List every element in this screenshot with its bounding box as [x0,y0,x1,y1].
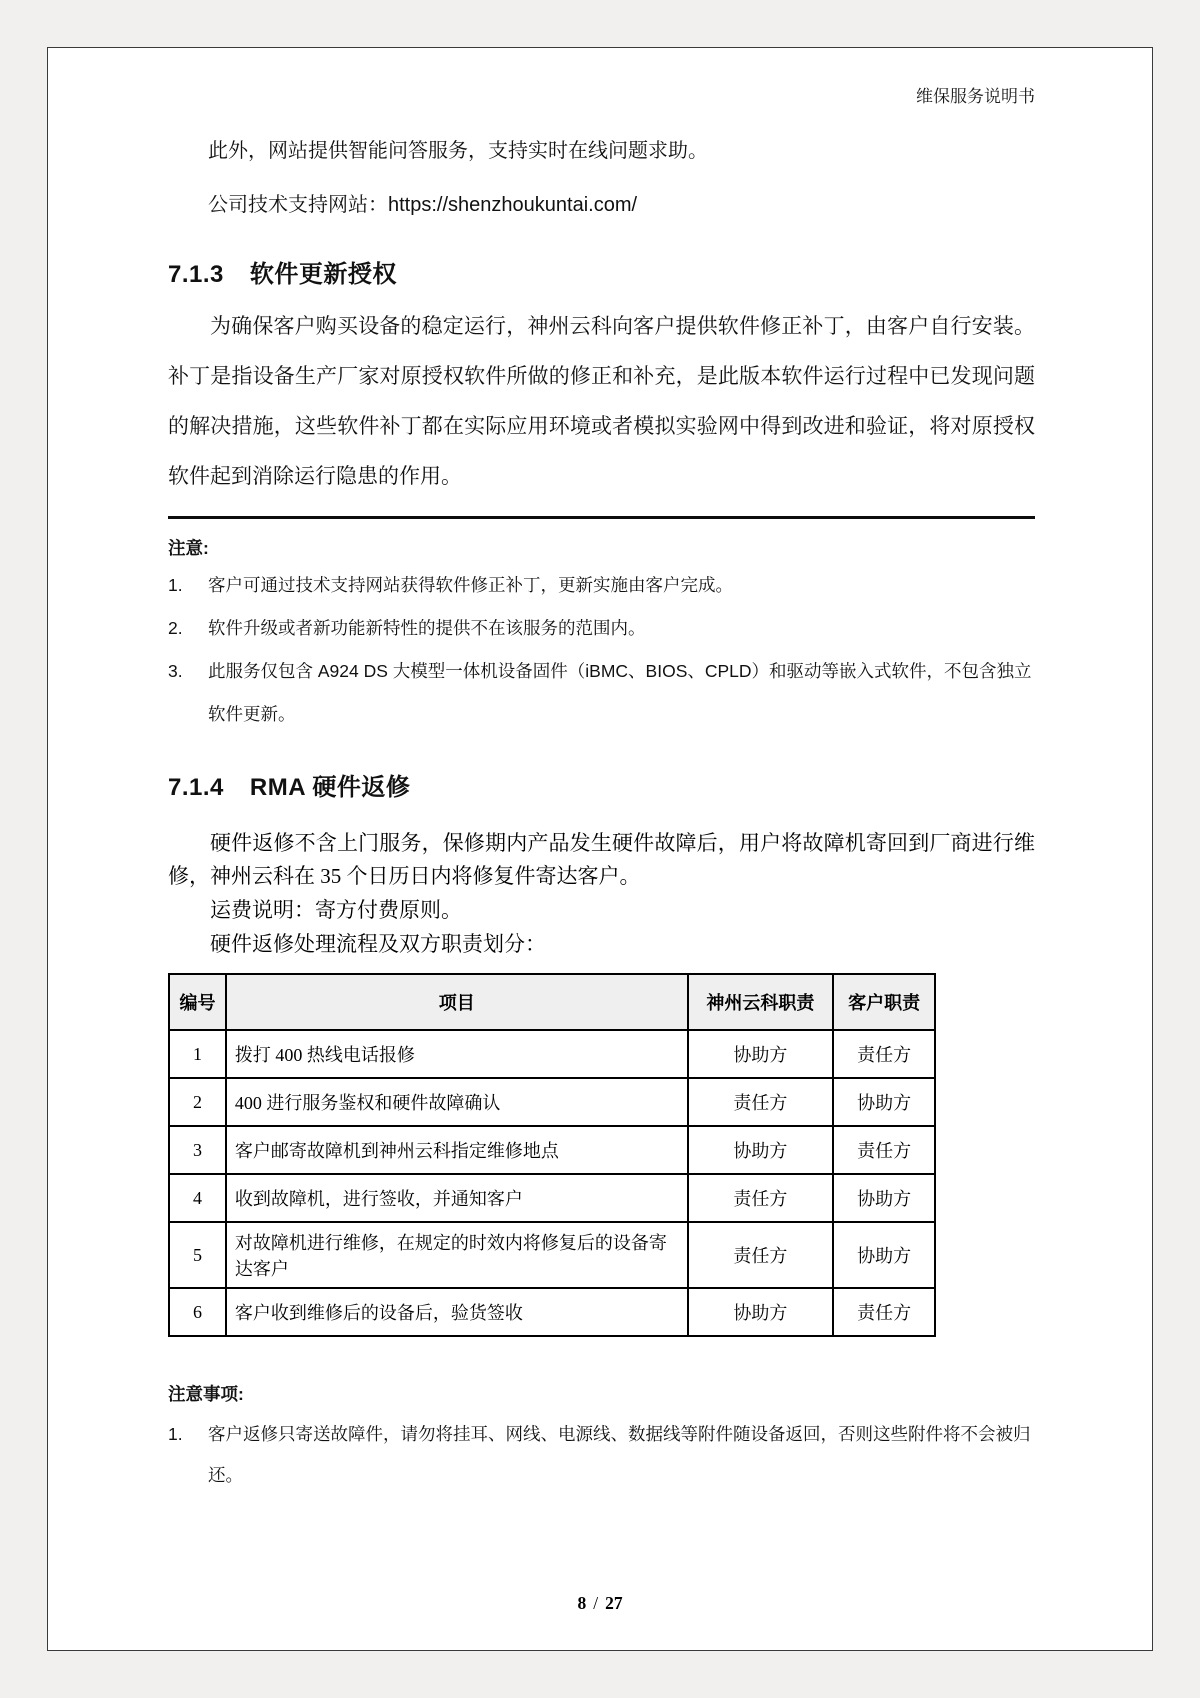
cell-item: 收到故障机，进行签收，并通知客户 [226,1174,688,1222]
section-heading-714 [168,772,1035,803]
rma-paragraph-2: 运费说明：寄方付费原则。 [210,897,462,922]
section-number: 7.1.3 [168,261,224,288]
table-row [169,1030,935,1078]
page-content [48,82,1152,1496]
table-row [169,1126,935,1174]
cell-id: 3 [169,1126,226,1174]
cell-item: 拨打 400 热线电话报修 [226,1030,688,1078]
section-713-body: 为确保客户购买设备的稳定运行，神州云科向客户提供软件修正补丁，由客户自行安装。补丁是指设备生产厂家对原授权软件所做的修正和补充，是此版本软件运行过程中已发现问题的解决措施，这些软件补丁都在实际应用环境或者模拟实验网中得到改进和验证，将对原授权软件起到消除运行隐患的作用。 [168,315,1035,489]
table-header-row [169,974,935,1030]
horizontal-rule [168,516,1035,519]
list-item-number: 1. [168,575,183,596]
doc-title: 维保服务说明书 [916,87,1035,106]
column-header-customer: 客户职责 [833,974,935,1030]
page-footer [48,1593,1152,1614]
table-row [169,1222,935,1288]
list-item-number: 3. [168,660,183,681]
cell-item: 客户收到维修后的设备后，验货签收 [226,1288,688,1336]
page-number: 8 [577,1593,587,1613]
cell-vendor-role: 协助方 [688,1288,834,1336]
column-header-id: 编号 [169,974,226,1030]
running-header [168,82,1035,107]
note-list [168,564,1035,736]
table-row [169,1288,935,1336]
cell-customer-role: 协助方 [833,1078,935,1126]
notice-label: 注意事项: [168,1384,244,1405]
document-page [47,47,1153,1651]
list-item [168,607,1035,650]
list-item-text: 客户返修只寄送故障件，请勿将挂耳、网线、电源线、数据线等附件随设备返回，否则这些附件将不会被归还。 [208,1424,1031,1486]
rma-paragraph-3: 硬件返修处理流程及双方职责划分： [210,931,546,956]
cell-customer-role: 责任方 [833,1288,935,1336]
list-item-number: 1. [168,1424,183,1445]
rma-paragraph-1: 硬件返修不含上门服务，保修期内产品发生硬件故障后，用户将故障机寄回到厂商进行维修，神州云科在 35 个日历日内将修复件寄达客户。 [168,830,1035,889]
cell-item: 客户邮寄故障机到神州云科指定维修地点 [226,1126,688,1174]
cell-vendor-role: 责任方 [688,1222,834,1288]
section-title: 软件更新授权 [249,261,397,288]
intro-paragraph-1: 此外，网站提供智能问答服务，支持实时在线问题求助。 [208,140,708,162]
cell-id: 4 [169,1174,226,1222]
note-label: 注意: [168,538,209,559]
cell-customer-role: 责任方 [833,1126,935,1174]
list-item-text: 此服务仅包含 A924 DS 大模型一体机设备固件（iBMC、BIOS、CPLD）和驱动等嵌入式软件，不包含独立软件更新。 [208,660,1032,724]
cell-id: 2 [169,1078,226,1126]
notice-list [168,1414,1035,1496]
table-row [169,1174,935,1222]
section-number: 7.1.4 [168,773,224,801]
list-item-text: 客户可通过技术支持网站获得软件修正补丁，更新实施由客户完成。 [208,575,733,596]
cell-customer-role: 协助方 [833,1222,935,1288]
list-item [168,1414,1035,1496]
cell-item: 400 进行服务鉴权和硬件故障确认 [226,1078,688,1126]
cell-customer-role: 协助方 [833,1174,935,1222]
cell-id: 5 [169,1222,226,1288]
cell-id: 6 [169,1288,226,1336]
list-item [168,650,1035,736]
cell-id: 1 [169,1030,226,1078]
column-header-item: 项目 [226,974,688,1030]
list-item-text: 软件升级或者新功能新特性的提供不在该服务的范围内。 [208,617,646,638]
intro-paragraph-2: 公司技术支持网站：https://shenzhoukuntai.com/ [208,194,638,216]
cell-vendor-role: 责任方 [688,1174,834,1222]
table-row [169,1078,935,1126]
cell-item: 对故障机进行维修，在规定的时效内将修复后的设备寄达客户 [226,1222,688,1288]
section-title: RMA 硬件返修 [249,773,411,801]
page-separator: / [593,1593,599,1613]
rma-process-table [168,973,936,1337]
cell-vendor-role: 协助方 [688,1030,834,1078]
section-heading-713 [168,259,1035,290]
page-total: 27 [605,1593,623,1613]
cell-vendor-role: 责任方 [688,1078,834,1126]
column-header-vendor: 神州云科职责 [688,974,834,1030]
section-714-body [168,827,1035,961]
list-item [168,564,1035,607]
cell-vendor-role: 协助方 [688,1126,834,1174]
list-item-number: 2. [168,617,183,638]
cell-customer-role: 责任方 [833,1030,935,1078]
